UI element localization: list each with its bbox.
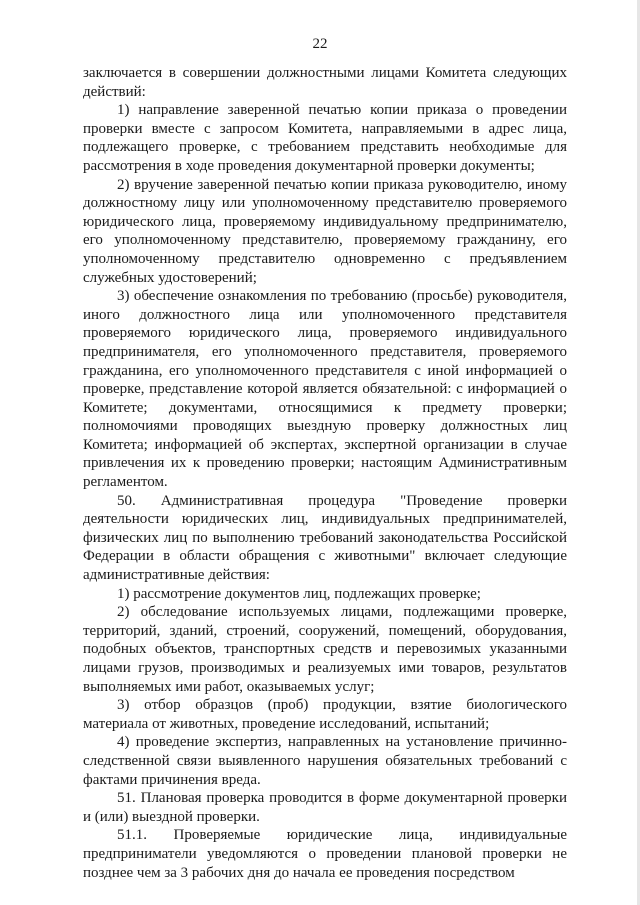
paragraph-51-1: 51.1. Проверяемые юридические лица, индивидуальные предприниматели уведомляются о проведении плановой проверки не позднее чем за 3 рабочих дня до начала ее проведения посредством — [83, 827, 567, 881]
paragraph-item-1: 1) направление заверенной печатью копии приказа о проведении проверки вместе с запросом Комитета, направляемыми в адрес лица, подлежащего проверке, с требованием представить необходимые для рассмотрения в ходе проведения документарной проверки документы; — [83, 102, 567, 174]
paragraph-51: 51. Плановая проверка проводится в форме документарной проверки и (или) выездной проверки. — [83, 790, 567, 825]
paragraph-50-item-4: 4) проведение экспертиз, направленных на установление причинно-следственной связи выявленного нарушения обязательных требований с фактами причинения вреда. — [83, 734, 567, 788]
document-body — [83, 64, 567, 882]
paragraph-50-item-2: 2) обследование используемых лицами, подлежащими проверке, территорий, зданий, строений, сооружений, помещений, оборудования, подобных объектов, транспортных средств и перевозимых указанными лицами грузов, производимых и реализуемых ими товаров, результатов выполняемых ими работ, оказываемых услуг; — [83, 604, 567, 695]
page-number: 22 — [312, 36, 328, 52]
paragraph-intro: заключается в совершении должностными лицами Комитета следующих действий: — [83, 65, 567, 100]
paragraph-item-2: 2) вручение заверенной печатью копии приказа руководителю, иному должностному лицу или уполномоченному представителю проверяемого юридического лица, проверяемому индивидуальному предпринимателю, его уполномоченному представителю, проверяемому гражданину, его уполномоченному представителю одновременно с предъявлением служебных удостоверений; — [83, 176, 567, 286]
paragraph-item-3: 3) обеспечение ознакомления по требованию (просьбе) руководителя, иного должностного лица или уполномоченного представителя проверяемого юридического лица, проверяемого индивидуального предпринимателя, его уполномоченного представителя, проверяемого гражданина, его уполномоченного представителя с иной информацией о проверке, представление которой является обязательной: с информацией о Комитете; документами, относящимися к предмету проверки; полномочиями проводящих выездную проверку должностных лиц Комитета; информацией об экспертах, экспертной организации в случае привлечения их к проведению проверки; настоящим Административным регламентом. — [83, 288, 567, 491]
paragraph-50: 50. Административная процедура "Проведение проверки деятельности юридических лиц, индивидуальных предпринимателей, физических лиц по выполнению требований законодательства Российской Федерации в области обращения с животными" включает следующие административные действия: — [83, 492, 567, 584]
paragraph-50-item-1: 1) рассмотрение документов лиц, подлежащих проверке; — [117, 585, 481, 602]
paragraph-50-item-3: 3) отбор образцов (проб) продукции, взятие биологического материала от животных, проведение исследований, испытаний; — [83, 697, 567, 732]
